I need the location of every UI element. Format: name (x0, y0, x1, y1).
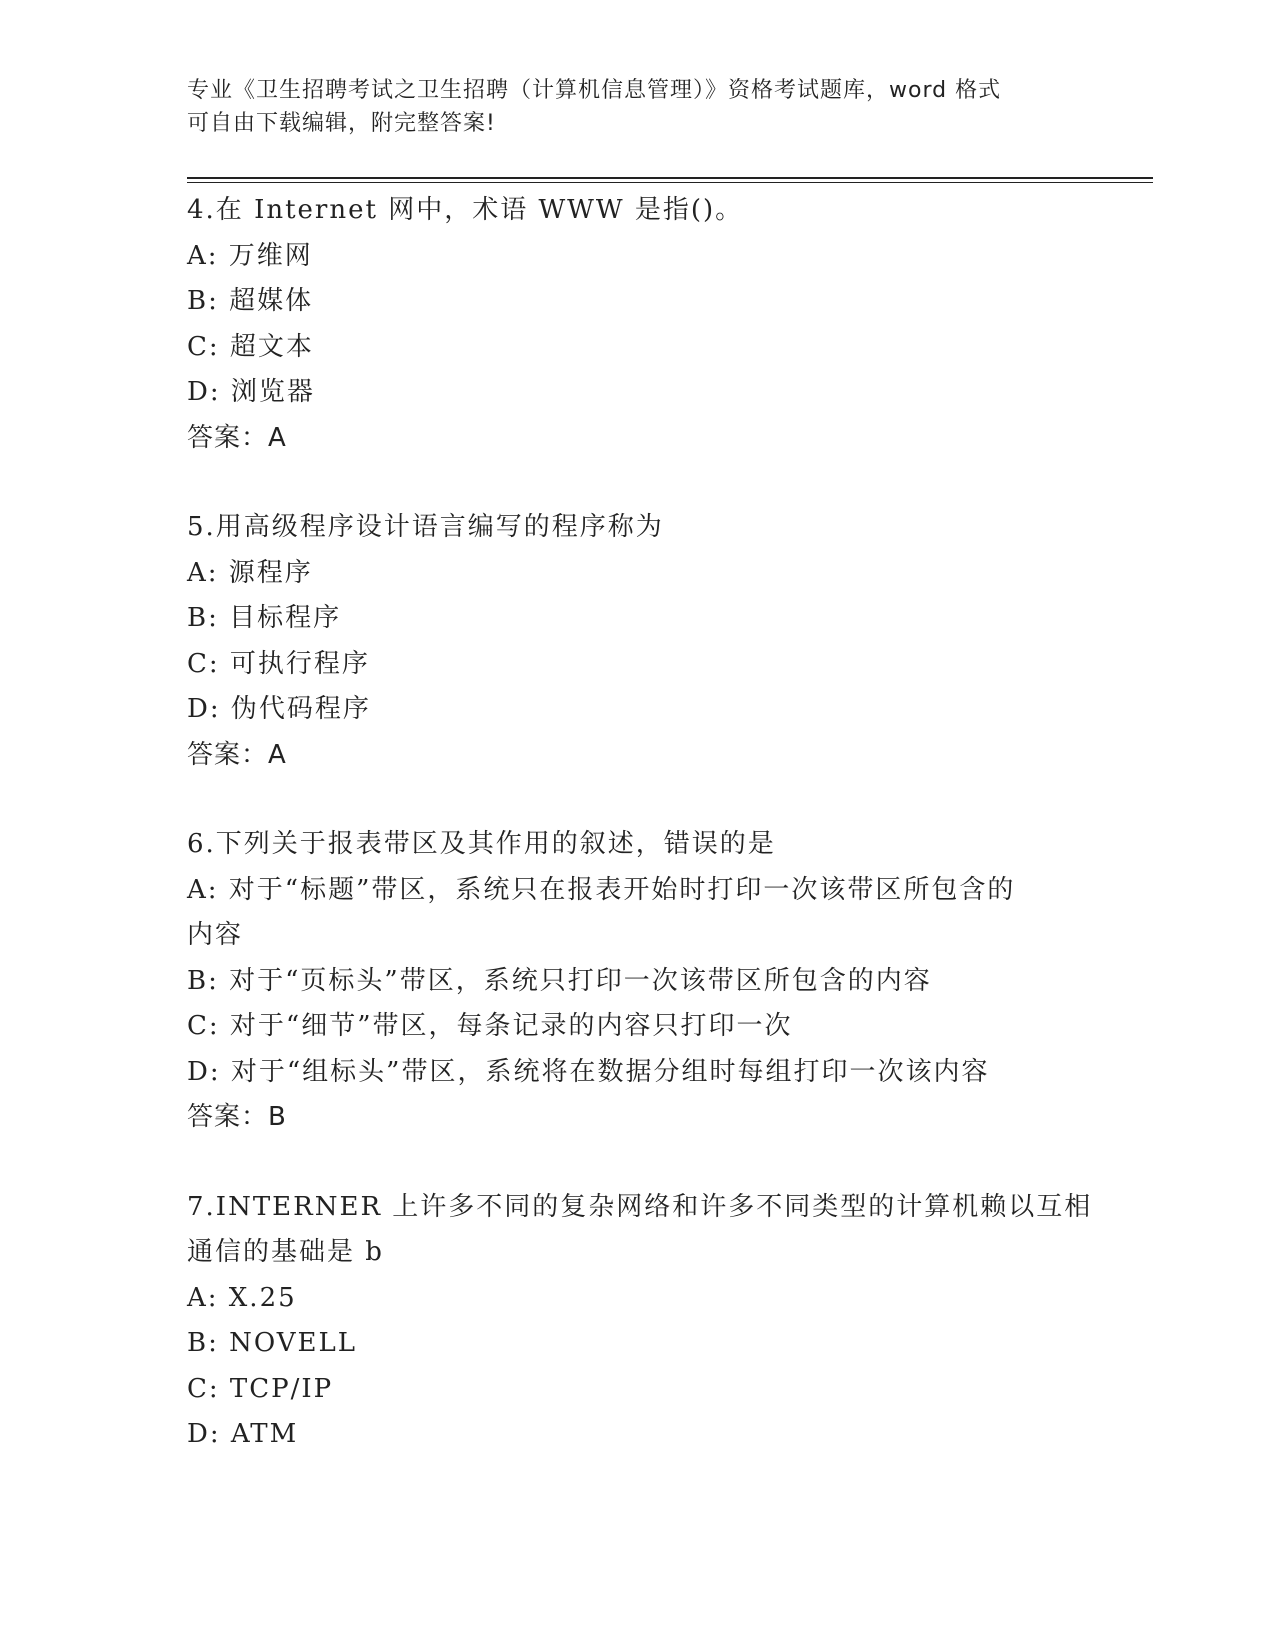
option-line: A: 对于“标题”带区，系统只在报表开始时打印一次该带区所包含的 (187, 874, 1016, 905)
option-line: B: NOVELL (187, 1328, 358, 1358)
option-line: D: 浏览器 (187, 377, 315, 407)
question-block (187, 1185, 1093, 1458)
question-block (187, 822, 1087, 1141)
option-line: C: TCP/IP (187, 1373, 334, 1404)
question-stem: 通信的基础是 b (187, 1237, 384, 1267)
option-line: B: 目标程序 (187, 603, 342, 633)
option-line: A: 源程序 (187, 557, 313, 588)
document-header (187, 74, 1067, 140)
answer-line: 答案：B (187, 1102, 287, 1132)
answer-line: 答案：A (187, 422, 287, 453)
header-line-2: 可自由下载编辑，附完整答案! (187, 111, 496, 136)
option-line: C: 超文本 (187, 331, 314, 362)
question-list (187, 188, 1093, 1502)
question-stem: 7.INTERNER 上许多不同的复杂网络和许多不同类型的计算机赖以互相 (187, 1191, 1093, 1222)
question-stem: 6.下列关于报表带区及其作用的叙述，错误的是 (187, 829, 776, 859)
option-line: D: 对于“组标头”带区，系统将在数据分组时每组打印一次该内容 (187, 1056, 990, 1087)
option-line: D: ATM (187, 1419, 299, 1449)
header-divider-thin (187, 182, 1153, 183)
header-line-1: 专业《卫生招聘考试之卫生招聘（计算机信息管理）》资格考试题库，word 格式 (187, 78, 1002, 103)
question-stem: 4.在 Internet 网中，术语 WWW 是指()。 (187, 195, 744, 225)
option-line: B: 超媒体 (187, 286, 314, 316)
option-line: D: 伪代码程序 (187, 694, 371, 724)
question-block (187, 505, 1087, 778)
option-line: C: 可执行程序 (187, 648, 370, 679)
question-stem: 5.用高级程序设计语言编写的程序称为 (187, 512, 664, 542)
option-line: 内容 (187, 920, 244, 950)
question-block (187, 188, 1087, 461)
option-line: C: 对于“细节”带区，每条记录的内容只打印一次 (187, 1011, 793, 1041)
option-line: A: 万维网 (187, 240, 313, 271)
answer-line: 答案：A (187, 739, 287, 770)
option-line: A: X.25 (187, 1282, 297, 1313)
header-divider (187, 177, 1153, 179)
option-line: B: 对于“页标头”带区，系统只打印一次该带区所包含的内容 (187, 965, 932, 996)
